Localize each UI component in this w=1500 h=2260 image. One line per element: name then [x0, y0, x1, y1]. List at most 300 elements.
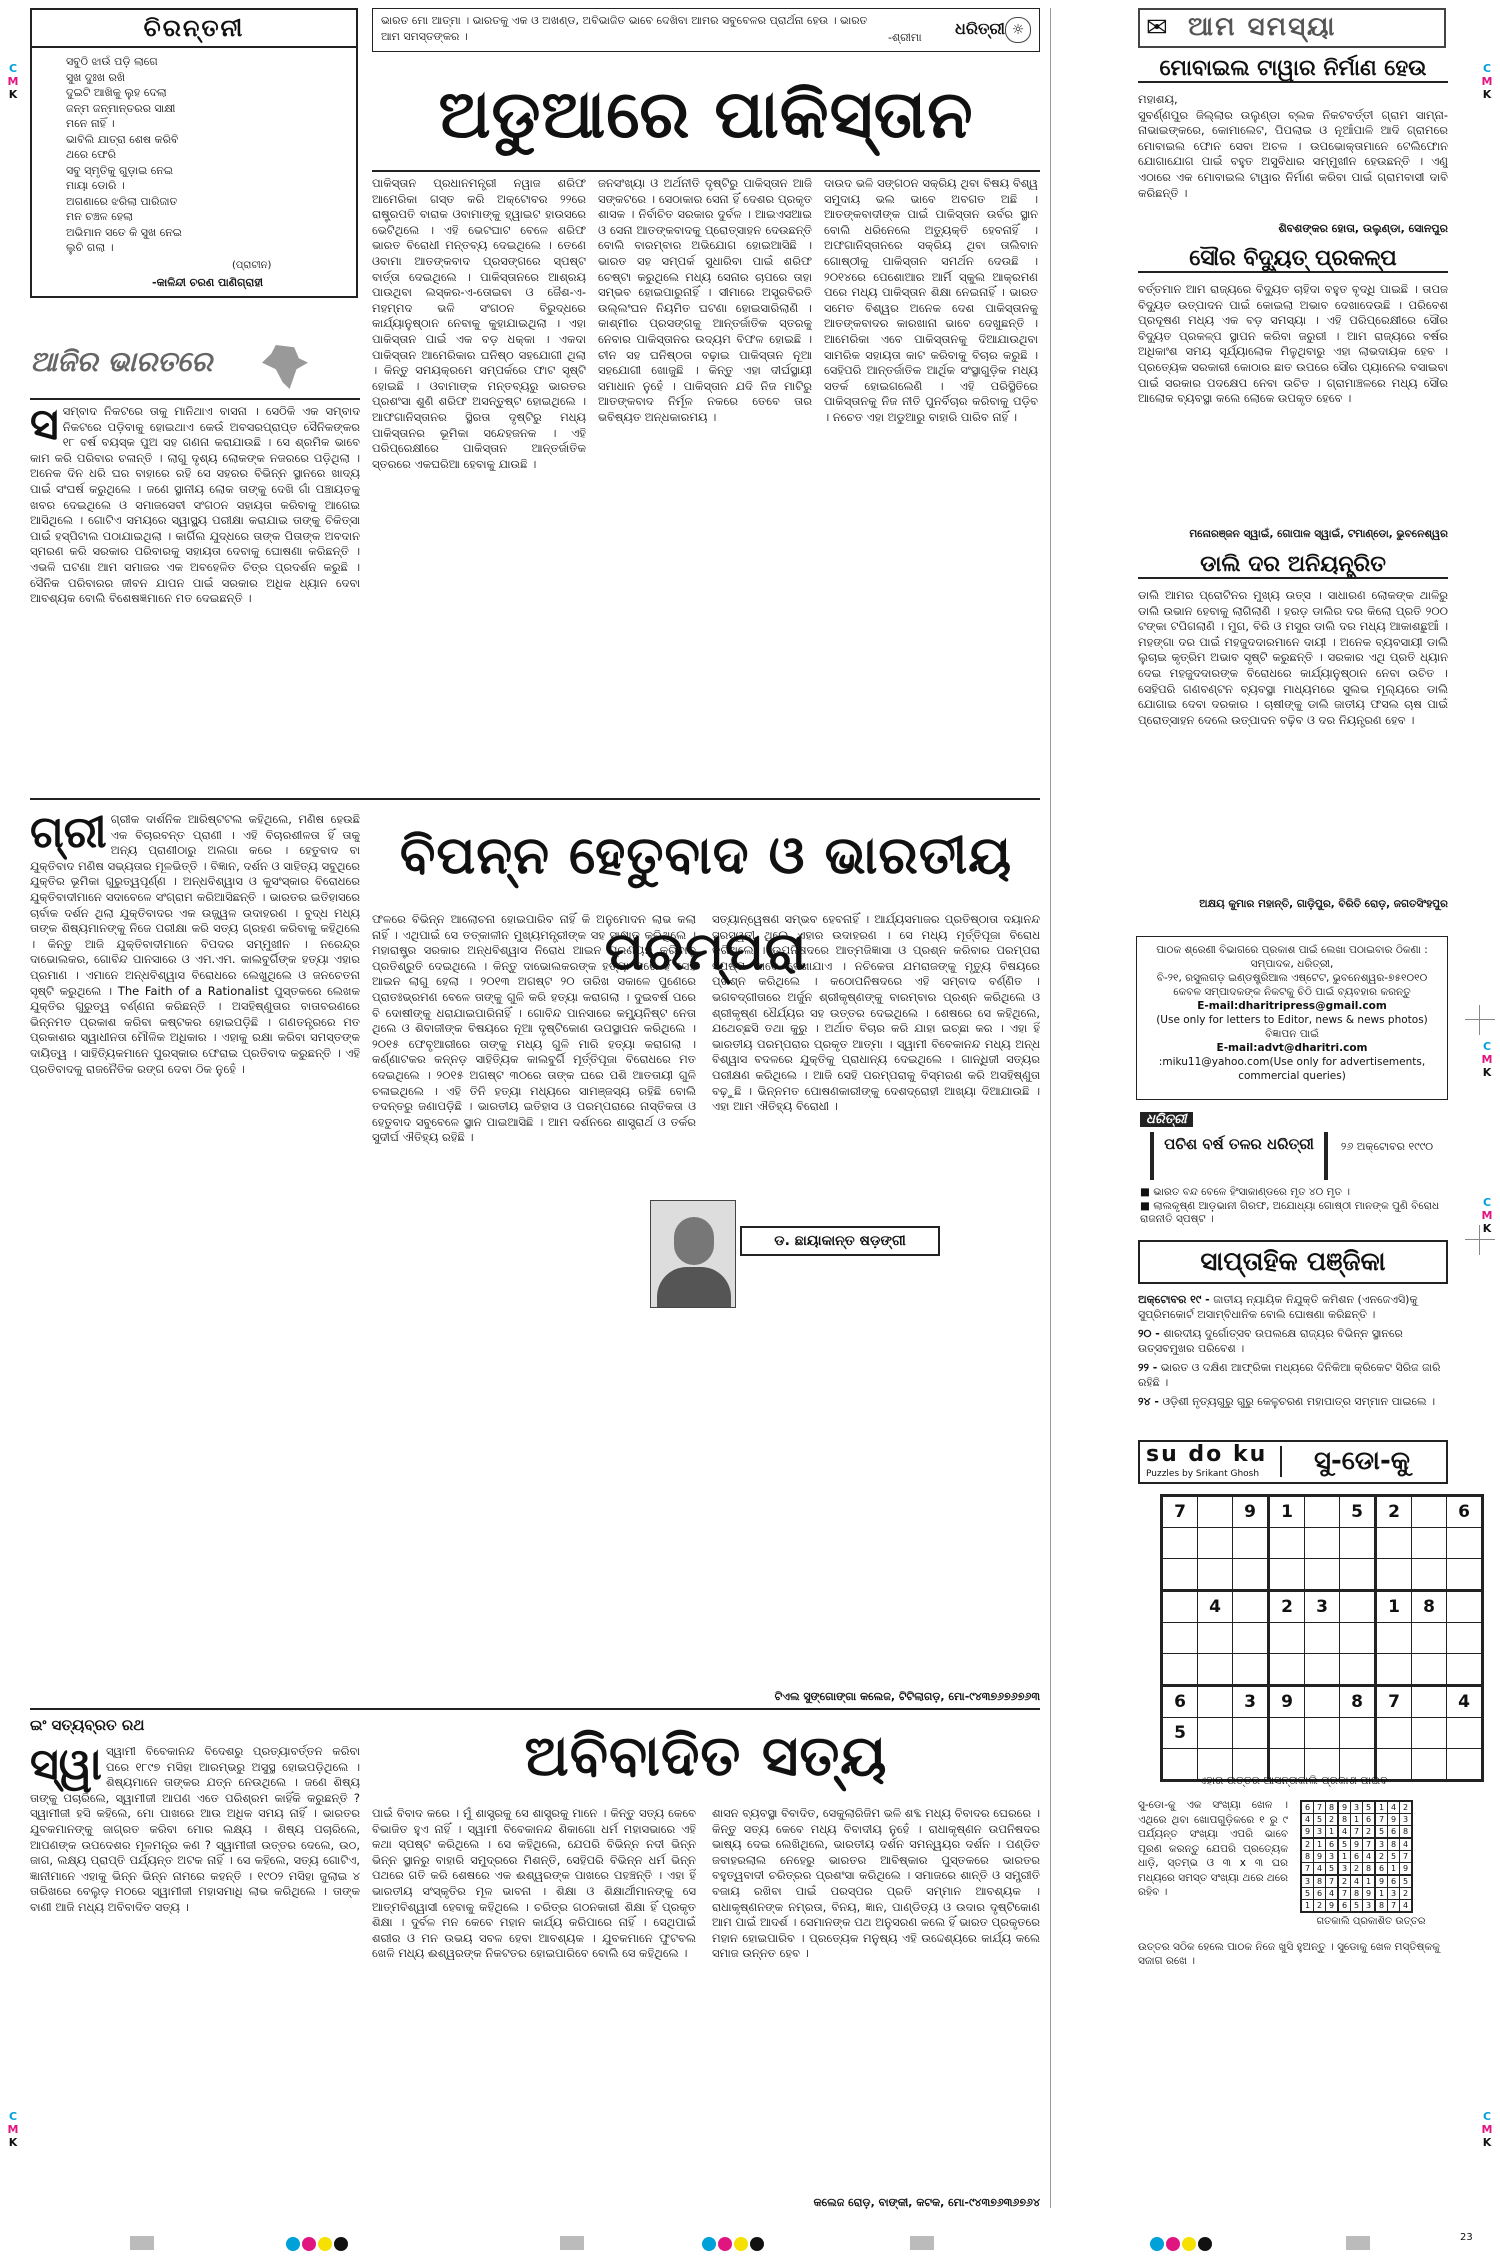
feature-author-photo [650, 1200, 736, 1308]
feature-headline: ବିପନ୍ନ ହେତୁବାଦ ଓ ଭାରତୀୟ ପରମ୍ପରା [399, 826, 1013, 982]
registration-cmk-top-left: C M K [7, 62, 19, 101]
yellow-swatch [318, 2237, 332, 2251]
sudoku-prev-caption: ଗତକାଲି ପ୍ରକାଶିତ ଉତ୍ତର [1316, 1916, 1426, 1927]
sudoku-cell[interactable]: 8 [1340, 1686, 1376, 1718]
sudoku-cell[interactable]: 1 [1351, 1814, 1363, 1826]
samasya-item3-text: ଡାଲି ଆମର ପ୍ରୋଟିନର ମୁଖ୍ୟ ଉତ୍ସ । ସାଧାରଣ ଲୋକଙ୍କ ଥାଳିରୁ ଡାଲି ଉଭାନ ହେବାକୁ ଲାଗିଲାଣି । ହରଡ଼ ଡାଲିର ଦର କିଲୋ ପ୍ରତି ୨୦୦ ଟଙ୍କା ଟପିଗଲାଣି । ମୁଗ, ବିରି ଓ ମସୁର ଡାଲି ଦର ମଧ୍ୟ ଆକାଶଛୁଆଁ । ମହଙ୍ଗା ଦର ପାଇଁ ମହଜୁଦଦାରମାନେ ଦାୟୀ । ଅନେକ ବ୍ୟବସାୟୀ ଡାଲି ଲୁଚାଇ କୃତ୍ରିମ ଅଭାବ ସୃଷ୍ଟି କରୁଛନ୍ତି । ସରକାର ଏଥି ପ୍ରତି ଧ୍ୟାନ ଦେଇ ମହଜୁଦଦାରଙ୍କ ବିରୋଧରେ କାର୍ଯ୍ୟାନୁଷ୍ଠାନ ନେବା ଉଚିତ । ସେହିପରି ଗଣବଣ୍ଟନ ବ୍ୟବସ୍ଥା ମାଧ୍ୟମରେ ସୁଲଭ ମୂଲ୍ୟରେ ଡାଲି ଯୋଗାଇ ଦେବା ଦରକାର । ଚାଷୀଙ୍କୁ ଡାଲି ଜାତୀୟ ଫସଲ ଚାଷ ପାଇଁ ପ୍ରୋତ୍ସାହନ ଦେଲେ ଉତ୍ପାଦନ ବଢ଼ିବ ଓ ଦର ନିୟନ୍ତ୍ରଣ ହେବ । [1138, 588, 1448, 727]
sudoku-cell[interactable]: 6 [1363, 1814, 1376, 1826]
sudoku-prev-board [1300, 1800, 1413, 1913]
feature-col-2: ଫଳରେ ବିଭିନ୍ନ ଆଲୋଚନା ହୋଇପାରିବ ନାହିଁ କି ଅନୁମୋଦନ ଲାଭ କଲା ନାହିଁ । ଏଥିପାଇଁ ସେ ତତ୍କାଳୀନ ମୁଖ୍ୟମନ୍ତ୍ରୀଙ୍କ ସହ ସାକ୍ଷାତ କରିଥିଲେ । ମହାରାଷ୍ଟ୍ର ସରକାର ଅନ୍ଧବିଶ୍ୱାସ ନିରୋଧ ଆଇନ ପ୍ରଣୟନ କରିବାକୁ ପ୍ରତିଶ୍ରୁତି ଦେଇଥିଲେ । କିନ୍ତୁ ଦାଭୋଲକରଙ୍କ ହତ୍ୟା ପରେ ହିଁ ସେହି ଆଇନ ଲାଗୁ ହେଲା । ୨୦୧୩ ଅଗଷ୍ଟ ୨୦ ତାରିଖ ସକାଳେ ପୁଣେରେ ପ୍ରାତଃଭ୍ରମଣ ବେଳେ ତାଙ୍କୁ ଗୁଳି କରି ହତ୍ୟା କରାଗଲା । ଦୁଇବର୍ଷ ପରେ ବି ଦୋଷୀଙ୍କୁ ଧରାଯାଇପାରିନାହିଁ । ଗୋବିନ୍ଦ ପାନସାରେ କମ୍ୟୁନିଷ୍ଟ ନେତା ଥିଲେ ଓ ଶିବାଜୀଙ୍କ ବିଷୟରେ ନୂଆ ଦୃଷ୍ଟିକୋଣ ଉପସ୍ଥାପନ କରିଥିଲେ । ୨୦୧୫ ଫେବୃଆରୀରେ ତାଙ୍କୁ ମଧ୍ୟ ଗୁଳି ମାରି ହତ୍ୟା କରାଗଲା । କର୍ଣ୍ଣାଟକର କନ୍ନଡ଼ ସାହିତ୍ୟିକ କାଲବୁର୍ଗି ମୂର୍ତ୍ତିପୂଜା ବିରୋଧରେ ମତ ଦେଇଥିଲେ । ୨୦୧୫ ଅଗଷ୍ଟ ୩୦ରେ ତାଙ୍କ ଘରେ ପଶି ଆତତାୟୀ ଗୁଳି ଚଳାଇଥିଲେ । ଏହି ତିନି ହତ୍ୟା ମଧ୍ୟରେ ସାମଞ୍ଜସ୍ୟ ରହିଛି ବୋଲି ତଦନ୍ତରୁ ଜଣାପଡ଼ିଛି । ଭାରତୀୟ ଇତିହାସ ଓ ପରମ୍ପରାରେ ନାସ୍ତିକତା ଓ ହେତୁବାଦ ସବୁବେଳେ ସ୍ଥାନ ପାଇଆସିଛି । ଆମ ଦର୍ଶନରେ ଶାସ୍ତ୍ରାର୍ଥ ଓ ତର୍କର ସୁଦୀର୍ଘ ଐତିହ୍ୟ ରହିଛି । [372, 912, 696, 1145]
sudoku-rules: ସୁ-ଡୋ-କୁ ଏକ ସଂଖ୍ୟା ଖେଳ । ଏଥିରେ ଥିବା ଖୋପଗୁଡ଼ିକରେ ୧ ରୁ ୯ ପର୍ଯ୍ୟନ୍ତ ସଂଖ୍ୟା ଏପରି ଭାବେ ପୂରଣ କରନ୍ତୁ ଯେପରି ପ୍ରତ୍ୟେକ ଧାଡ଼ି, ସ୍ତମ୍ଭ ଓ ୩ x ୩ ଘର ମଧ୍ୟରେ ସମସ୍ତ ସଂଖ୍ୟା ଥରେ ଥରେ ରହିବ । [1138, 1799, 1288, 1898]
poem-title: ଚିରନ୍ତନୀ [143, 14, 245, 42]
weekly-entry-date: ଅକ୍ଟୋବର ୧୯ - [1138, 1293, 1210, 1306]
sudoku-cell[interactable] [1412, 1559, 1447, 1591]
sudoku-cell[interactable]: 9 [1351, 1838, 1363, 1851]
samasya-item2-title: ସୌର ବିଦ୍ୟୁତ୍ ପ୍ରକଳ୍ପ [1138, 246, 1448, 273]
sudoku-cell[interactable]: 4 [1351, 1875, 1363, 1888]
sudoku-row [1301, 1826, 1412, 1839]
bullet-icon: ■ [1140, 1200, 1154, 1212]
sudoku-cell[interactable]: 5 [1351, 1900, 1363, 1913]
sudoku-cell[interactable] [1198, 1654, 1233, 1686]
sudoku-cell[interactable]: 8 [1326, 1801, 1339, 1814]
contact-advt-label: ବିଜ୍ଞାପନ ପାଇଁ [1265, 1028, 1319, 1040]
sudoku-cell[interactable] [1233, 1528, 1269, 1559]
poem-author: -କାଳିନ୍ଦୀ ଚରଣ ପାଣିଗ୍ରାହୀ [152, 276, 264, 289]
sudoku-cell[interactable] [1305, 1654, 1340, 1686]
crosshair-mark [1465, 1005, 1495, 1035]
sudoku-cell[interactable]: 4 [1314, 1863, 1326, 1876]
sudoku-cell[interactable]: 8 [1363, 1863, 1376, 1876]
weekly-entry [1138, 1394, 1448, 1409]
sudoku-row [1301, 1875, 1412, 1888]
color-bar [130, 2236, 154, 2250]
sudoku-cell[interactable]: 6 [1375, 1863, 1388, 1876]
sun-emblem-icon: ☼ [1005, 17, 1031, 43]
sudoku-cell[interactable]: 5 [1162, 1718, 1198, 1749]
lead-col-2: ଜନସଂଖ୍ୟା ଓ ଅର୍ଥନୀତି ଦୃଷ୍ଟିରୁ ପାକିସ୍ତାନ ଆଜି ସଙ୍କଟରେ । ସେଠାକାର ସେନା ହିଁ ଦେଶର ପ୍ରକୃତ ଶାସକ । ନିର୍ବାଚିତ ସରକାର ଦୁର୍ବଳ । ଆଇଏସଆଇ ଓ ସେନା ଆତଙ୍କବାଦକୁ ପ୍ରୋତ୍ସାହନ ଦେଉଛନ୍ତି ବୋଲି ବାରମ୍ବାର ଅଭିଯୋଗ ହୋଇଆସିଛି । ଭାରତ ସହ ସମ୍ପର୍କ ସୁଧାରିବା ପାଇଁ ଶରିଫ ଚେଷ୍ଟା କରୁଥିଲେ ମଧ୍ୟ ସେନାର ଚାପରେ ତାହା ସମ୍ଭବ ହୋଇପାରୁନାହିଁ । ସୀମାରେ ଅସ୍ତ୍ରବିରତି ଉଲ୍ଲଂଘନ ନିୟମିତ ଘଟଣା ହୋଇସାରିଲାଣି । କାଶ୍ମୀର ପ୍ରସଙ୍ଗକୁ ଆନ୍ତର୍ଜାତିକ ସ୍ତରକୁ ନେବାର ପାକିସ୍ତାନର ଉଦ୍ୟମ ବିଫଳ ହୋଇଛି । ଚୀନ ସହ ଘନିଷ୍ଠତା ବଢ଼ାଇ ପାକିସ୍ତାନ ନୂଆ ସହଯୋଗୀ ଖୋଜୁଛି । କିନ୍ତୁ ଏହା ଦୀର୍ଘସ୍ଥାୟୀ ସମାଧାନ ନୁହେଁ । ପାକିସ୍ତାନ ଯଦି ନିଜ ମାଟିରୁ ଆତଙ୍କବାଦ ନିର୍ମୂଳ ନକରେ ତେବେ ତାର ଭବିଷ୍ୟତ ଅନ୍ଧକାରମୟ । [598, 176, 812, 424]
sudoku-row [1162, 1623, 1483, 1654]
sudoku-cell[interactable]: 4 [1447, 1686, 1483, 1718]
truth-author-address: କଲେଜ ରୋଡ଼, ବାଙ୍କୀ, କଟକ, ମୋ-୯୪୩୭୬୩୬୭୬୪ [813, 2196, 1040, 2209]
sudoku-cell[interactable]: 1 [1376, 1591, 1412, 1623]
ajira-dropcap: ସ [30, 404, 59, 450]
lead-col-1: ପାକିସ୍ତାନ ପ୍ରଧାନମନ୍ତ୍ରୀ ନୱାଜ ଶରିଫ ଆମେରିକା ଗସ୍ତ କରି ଅକ୍ଟୋବର ୨୨ରେ ରାଷ୍ଟ୍ରପତି ବାରାକ ଓବାମାଙ୍କୁ ହ୍ୱାଇଟ ହାଉସରେ ଭେଟିଥିଲେ । ଏହି ଭେଟଘାଟ ବେଳେ ଶରିଫ ଭାରତ ବିରୋଧୀ ମନ୍ତବ୍ୟ ଦେଇଥିଲେ । ତେଣେ ଓବାମା ଆତଙ୍କବାଦ ପ୍ରସଙ୍ଗରେ ସ୍ପଷ୍ଟ ବାର୍ତ୍ତା ଦେଇଥିଲେ । ପାକିସ୍ତାନରେ ଆଶ୍ରୟ ପାଉଥିବା ଲସ୍କର-ଏ-ତୋଇବା ଓ ଜୈଶ-ଏ-ମହମ୍ମଦ ଭଳି ସଂଗଠନ ବିରୁଦ୍ଧରେ କାର୍ଯ୍ୟାନୁଷ୍ଠାନ ନେବାକୁ କୁହାଯାଇଥିଲା । ଏହା ପାକିସ୍ତାନ ପାଇଁ ଏକ ବଡ଼ ଧକ୍କା । ଏକଦା ପାକିସ୍ତାନ ଆମେରିକାର ଘନିଷ୍ଠ ସହଯୋଗୀ ଥିଲା । କିନ୍ତୁ ସମୟକ୍ରମେ ସମ୍ପର୍କରେ ଫାଟ ସୃଷ୍ଟି ହୋଇଛି । ଓବାମାଙ୍କ ମନ୍ତବ୍ୟରୁ ଭାରତର ପ୍ରଶଂସା ଶୁଣି ଶରିଫ ଅସନ୍ତୁଷ୍ଟ ହୋଇଥିଲେ । ଆଫଗାନିସ୍ତାନର ସ୍ଥିରତା ଦୃଷ୍ଟିରୁ ମଧ୍ୟ ପାକିସ୍ତାନର ଭୂମିକା ସନ୍ଦେହଜନକ । ଏହି ପରିପ୍ରେକ୍ଷୀରେ ପାକିସ୍ତାନ ଆନ୍ତର୍ଜାତିକ ସ୍ତରରେ ଏକଘରିଆ ହେବାକୁ ଯାଉଛି । [372, 176, 586, 471]
magenta-swatch [718, 2237, 732, 2251]
ajira-bharat-title: ଆଜିର ଭାରତରେ [30, 345, 213, 378]
ajira-bharat-divider [30, 398, 360, 400]
weekly-entry-text: ଭାରତ ଓ ଦକ୍ଷିଣ ଆଫ୍ରିକା ମଧ୍ୟରେ ଦିନିକିଆ କ୍ରିକେଟ ସିରିଜ ଜାରି ରହିଛି । [1138, 1361, 1441, 1389]
sudoku-cell[interactable]: 4 [1198, 1591, 1233, 1623]
sudoku-cell[interactable]: 6 [1338, 1900, 1351, 1913]
sudoku-row [1162, 1559, 1483, 1591]
registration-cmk-top-right: C M K [1481, 62, 1493, 101]
feature-col-1 [30, 812, 360, 1700]
sudoku-cell[interactable] [1269, 1559, 1305, 1591]
sudoku-cell[interactable]: 1 [1326, 1826, 1339, 1839]
sudoku-cell[interactable]: 9 [1363, 1888, 1376, 1900]
sudoku-cell[interactable] [1376, 1654, 1412, 1686]
sudoku-cell[interactable]: 6 [1326, 1838, 1339, 1851]
sudoku-cell[interactable] [1198, 1718, 1233, 1749]
weekly-entry-text: ଜାତୀୟ ନ୍ୟାୟିକ ନିଯୁକ୍ତି କମିଶନ (ଏନଜେଏସି)କୁ ସୁପ୍ରିମକୋର୍ଟ ଅସାମ୍ବିଧାନିକ ବୋଲି ଘୋଷଣା କରିଛନ୍ତି । [1138, 1293, 1418, 1321]
weekly-entries [1138, 1292, 1448, 1413]
crosshair-mark [1465, 1225, 1495, 1255]
sudoku-cell[interactable] [1233, 1591, 1269, 1623]
twentyfive-item2-text: ଲାଲକୃଷ୍ଣ ଆଡ଼ଭାନୀ ଗିରଫ, ଅଯୋଧ୍ୟା ଗୋଷ୍ଠୀ ମାନଙ୍କ ପୁଣି ବିରୋଧ ରାଜନୀତି ସ୍ପଷ୍ଟ । [1140, 1200, 1440, 1225]
sudoku-row [1162, 1496, 1483, 1528]
sudoku-cell[interactable] [1376, 1559, 1412, 1591]
sudoku-cell[interactable]: 1 [1375, 1888, 1388, 1900]
sudoku-cell[interactable] [1305, 1686, 1340, 1718]
sudoku-cell[interactable]: 9 [1301, 1826, 1314, 1839]
sudoku-cell[interactable] [1376, 1623, 1412, 1654]
color-swatches [286, 2236, 350, 2250]
sudoku-cell[interactable] [1198, 1496, 1233, 1528]
sudoku-cell[interactable]: 1 [1338, 1851, 1351, 1863]
twentyfive-title: ପଚିଶ ବର୍ଷ ତଳର ଧରିତ୍ରୀ [1150, 1132, 1328, 1180]
yellow-swatch [1182, 2237, 1196, 2251]
sudoku-cell[interactable] [1412, 1654, 1447, 1686]
weekly-title-box [1138, 1240, 1448, 1284]
masthead-quote: ଭାରତ ମୋ ଆତ୍ମା । ଭାରତକୁ ଏକ ଓ ଅଖଣ୍ଡ, ଅବିଭାଜିତ ଭାବେ ଦେଖିବା ଆମର ସବୁବେଳର ପ୍ରାର୍ଥନା ହେଉ । ଭାରତ ଆମ ସମସ୍ତଙ୍କର । [381, 14, 868, 43]
sudoku-cell[interactable]: 9 [1269, 1686, 1305, 1718]
registration-cmk-bottom-right: C M K [1481, 2110, 1493, 2149]
sudoku-cell[interactable] [1305, 1528, 1340, 1559]
sudoku-cell[interactable]: 3 [1305, 1591, 1340, 1623]
cyan-swatch [702, 2237, 716, 2251]
sudoku-cell[interactable] [1269, 1718, 1305, 1749]
sudoku-cell[interactable]: 4 [1400, 1838, 1413, 1851]
contact-email-advt[interactable]: E-mail:advt@dharitri.com [1216, 1042, 1368, 1054]
black-swatch [1198, 2237, 1212, 2251]
sudoku-row [1301, 1900, 1412, 1913]
lead-top-rule [372, 170, 1040, 172]
sudoku-cell[interactable]: 7 [1375, 1814, 1388, 1826]
sudoku-cell[interactable]: 3 [1301, 1875, 1314, 1888]
sudoku-row [1162, 1591, 1483, 1623]
sudoku-cell[interactable]: 2 [1269, 1591, 1305, 1623]
sudoku-cell[interactable]: 5 [1301, 1888, 1314, 1900]
sudoku-cell[interactable]: 7 [1376, 1686, 1412, 1718]
sudoku-cell[interactable]: 4 [1301, 1814, 1314, 1826]
sudoku-cell[interactable]: 9 [1375, 1875, 1388, 1888]
sudoku-row [1162, 1654, 1483, 1686]
cyan-swatch [1150, 2237, 1164, 2251]
sudoku-cell[interactable] [1447, 1559, 1483, 1591]
poem-box [30, 8, 358, 298]
sudoku-cell[interactable]: 3 [1314, 1826, 1326, 1839]
truth-author-tag: ଇଂ ସତ୍ୟବ୍ରତ ରଥ [30, 1716, 145, 1734]
sudoku-cell[interactable]: 4 [1326, 1888, 1339, 1900]
sudoku-cell[interactable]: 6 [1447, 1496, 1483, 1528]
sudoku-cell[interactable] [1233, 1718, 1269, 1749]
masthead-quote-author: -ଶ୍ରୀମା [888, 31, 922, 44]
truth-col-1-text: ସ୍ୱାମୀ ବିବେକାନନ୍ଦ ବିଦେଶରୁ ପ୍ରତ୍ୟାବର୍ତ୍ତନ କରିବା ପରେ ୧୮୯୭ ମସିହା ଆରମ୍ଭରୁ ଅସୁସ୍ଥ ହୋଇପଡ଼ିଥିଲେ । ଶିଷ୍ୟମାନେ ତାଙ୍କର ଯତ୍ନ ନେଉଥିଲେ । ଜଣେ ଶିଷ୍ୟ ତାଙ୍କୁ ପଚାରିଲେ, ସ୍ୱାମୀଜୀ ଆପଣ ଏତେ ପରିଶ୍ରମ କାହିଁକି କରୁଛନ୍ତି ? ସ୍ୱାମୀଜୀ ହସି କହିଲେ, ମୋ ପାଖରେ ଆଉ ଅଧିକ ସମୟ ନାହିଁ । ଭାରତର ଯୁବକମାନଙ୍କୁ ଜାଗ୍ରତ କରିବା ମୋର ଲକ୍ଷ୍ୟ । ଶିଷ୍ୟ ପଚାରିଲେ, ଆପଣଙ୍କ ଉପଦେଶର ମୂଳମନ୍ତ୍ର କଣ ? ସ୍ୱାମୀଜୀ ଉତ୍ତର ଦେଲେ, ଉଠ, ଜାଗ, ଲକ୍ଷ୍ୟ ପ୍ରାପ୍ତି ପର୍ଯ୍ୟନ୍ତ ଅଟକ ନାହିଁ । ସେ କହିଲେ, ସତ୍ୟ ଗୋଟିଏ, ଜ୍ଞାନୀମାନେ ଏହାକୁ ଭିନ୍ନ ଭିନ୍ନ ନାମରେ କହନ୍ତି । ୧୯୦୨ ମସିହା ଜୁଲାଇ ୪ ତାରିଖରେ ବେଲୁଡ଼ ମଠରେ ସ୍ୱାମୀଜୀ ମହାସମାଧି ଲାଭ କରିଥିଲେ । ତାଙ୍କ ବାଣୀ ଆଜି ମଧ୍ୟ ଅବିବାଦିତ ସତ୍ୟ । [30, 1744, 360, 1914]
sudoku-cell[interactable]: 2 [1375, 1851, 1388, 1863]
sudoku-grid [1160, 1494, 1484, 1782]
sudoku-cell[interactable] [1340, 1528, 1376, 1559]
sudoku-cell[interactable] [1412, 1528, 1447, 1559]
sudoku-cell[interactable] [1340, 1591, 1376, 1623]
feature-author-name: ଡ. ଛାୟାକାନ୍ତ ଷଡ଼ଙ୍ଗୀ [774, 1233, 906, 1249]
bullet-icon: ■ [1140, 1186, 1154, 1198]
twentyfive-item2 [1140, 1200, 1446, 1226]
poem-title-bar [32, 10, 356, 48]
weekly-entry [1138, 1326, 1448, 1356]
sudoku-cell[interactable]: 3 [1326, 1851, 1339, 1863]
sudoku-cell[interactable]: 3 [1375, 1838, 1388, 1851]
sudoku-cell[interactable] [1376, 1528, 1412, 1559]
yellow-swatch [734, 2237, 748, 2251]
contact-email-press[interactable]: E-mail:dharitripress@gmail.com [1197, 1000, 1387, 1012]
sudoku-cell[interactable] [1162, 1654, 1198, 1686]
sudoku-cell[interactable] [1305, 1718, 1340, 1749]
sudoku-cell[interactable]: 6 [1388, 1826, 1400, 1839]
sudoku-cell[interactable]: 8 [1301, 1851, 1314, 1863]
samasya-item1-title: ମୋବାଇଲ ଟାୱାର ନିର୍ମାଣ ହେଉ [1138, 56, 1448, 83]
sudoku-cell[interactable]: 5 [1375, 1826, 1388, 1839]
masthead-brand: ଧରିତ୍ରୀ [955, 19, 1005, 38]
sudoku-cell[interactable] [1340, 1559, 1376, 1591]
feature-col-3: ସତ୍ୟାନ୍ୱେଷଣ ସମ୍ଭବ ହେବନାହିଁ । ଆର୍ଯ୍ୟସମାଜର ପ୍ରତିଷ୍ଠାତା ଦୟାନନ୍ଦ ସରସ୍ୱତୀ ଥିଲେ ଏହାର ଉଦାହରଣ । ସେ ମଧ୍ୟ ମୂର୍ତ୍ତିପୂଜା ବିରୋଧ କରିଥିଲେ । ଉପନିଷଦରେ ଆତ୍ମଜିଜ୍ଞାସା ଓ ପ୍ରଶ୍ନ କରିବାର ପରମ୍ପରା ସ୍ପଷ୍ଟ ଭାବେ ଦେଖାଯାଏ । ନଚିକେତା ଯମରାଜଙ୍କୁ ମୃତ୍ୟୁ ବିଷୟରେ ପ୍ରଶ୍ନ କରିଥିଲେ । କଠୋପନିଷଦରେ ଏହି ସମ୍ବାଦ ବର୍ଣ୍ଣିତ । ଭଗବଦ୍‌ଗୀତାରେ ଅର୍ଜୁନ ଶ୍ରୀକୃଷ୍ଣଙ୍କୁ ବାରମ୍ବାର ପ୍ରଶ୍ନ କରିଥିଲେ ଓ ଶ୍ରୀକୃଷ୍ଣ ଧୈର୍ଯ୍ୟର ସହ ଉତ୍ତର ଦେଇଥିଲେ । ଶେଷରେ ସେ କହିଥିଲେ, ଯଥେଚ୍ଛସି ତଥା କୁରୁ । ଅର୍ଥାତ ବିଚାର କରି ଯାହା ଇଚ୍ଛା କର । ଏହା ହିଁ ଭାରତୀୟ ପରମ୍ପରାର ପ୍ରକୃତ ଆତ୍ମା । ସ୍ୱାମୀ ବିବେକାନନ୍ଦ ମଧ୍ୟ ଅନ୍ଧ ବିଶ୍ୱାସ ବଦଳରେ ଯୁକ୍ତିକୁ ପ୍ରାଧାନ୍ୟ ଦେଇଥିଲେ । ଗାନ୍ଧିଜୀ ସତ୍ୟର ପରୀକ୍ଷଣ କରିଥିଲେ । ଆଜି ସେହି ପରମ୍ପରାକୁ ବିସ୍ମରଣ କରି ଅସହିଷ୍ଣୁତା ବଢ଼ୁଛି । ଭିନ୍ନମତ ପୋଷଣକାରୀଙ୍କୁ ଦେଶଦ୍ରୋହୀ ଆଖ୍ୟା ଦିଆଯାଉଛି । ଏହା ଆମ ଐତିହ୍ୟ ବିରୋଧୀ । [712, 912, 1040, 1114]
sudoku-byline: Puzzles by Srikant Ghosh [1146, 1469, 1260, 1479]
registration-cmk-mid-right: C M K [1481, 1040, 1493, 1079]
truth-col-2: ପାଇଁ ବିବାଦ କରେ । ମୁଁ ଶାସ୍ତ୍ରକୁ ସେ ଶାସ୍ତ୍ରକୁ ମାନେ । କିନ୍ତୁ ସତ୍ୟ କେବେ ବିଭାଜିତ ହୁଏ ନାହିଁ । ସ୍ୱାମୀ ବିବେକାନନ୍ଦ ଶିକାଗୋ ଧର୍ମ ମହାସଭାରେ ଏହି କଥା ସ୍ପଷ୍ଟ କରିଥିଲେ । ସେ କହିଥିଲେ, ଯେପରି ବିଭିନ୍ନ ନଦୀ ଭିନ୍ନ ଭିନ୍ନ ସ୍ଥାନରୁ ବାହାରି ସମୁଦ୍ରରେ ମିଶନ୍ତି, ସେହିପରି ବିଭିନ୍ନ ଧର୍ମ ଭିନ୍ନ ପଥରେ ଗତି କରି ଶେଷରେ ଏକ ଈଶ୍ୱରଙ୍କ ପାଖରେ ପହଞ୍ଚନ୍ତି । ଏହା ହିଁ ଭାରତୀୟ ସଂସ୍କୃତିର ମୂଳ ଭାବନା । ଶିକ୍ଷା ଓ ଶିକ୍ଷାର୍ଥୀମାନଙ୍କୁ ସେ ଆତ୍ମବିଶ୍ୱାସୀ ହେବାକୁ କହିଥିଲେ । ଚରିତ୍ର ଗଠନକାରୀ ଶିକ୍ଷା ହିଁ ପ୍ରକୃତ ଶିକ୍ଷା । ଦୁର୍ବଳ ମନ କେବେ ମହାନ କାର୍ଯ୍ୟ କରିପାରେ ନାହିଁ । ସେଥିପାଇଁ ଶରୀର ଓ ମନ ଉଭୟ ସବଳ ହେବା ଆବଶ୍ୟକ । ଯୁବକମାନେ ଫୁଟବଲ ଖେଳି ମଧ୍ୟ ଈଶ୍ୱରଙ୍କ ନିକଟତର ହୋଇପାରିବେ ବୋଲି ସେ କହିଥିଲେ । [372, 1806, 696, 1961]
sudoku-cell[interactable]: 7 [1363, 1838, 1376, 1851]
contact-email-yahoo[interactable]: :miku11@yahoo.com(Use only for advertisements, commercial queries) [1158, 1056, 1426, 1082]
sudoku-cell[interactable] [1269, 1623, 1305, 1654]
sudoku-cell[interactable]: 1 [1301, 1900, 1314, 1913]
sudoku-row [1162, 1718, 1483, 1749]
twentyfive-years-box [1136, 1112, 1448, 1225]
aama-samasya-title: ଆମ ସମସ୍ୟା [1188, 12, 1337, 42]
feature-author-byline [740, 1226, 940, 1256]
sudoku-cell[interactable]: 8 [1388, 1838, 1400, 1851]
sudoku-row [1162, 1528, 1483, 1559]
sudoku-cell[interactable] [1412, 1718, 1447, 1749]
sudoku-footer: ଉତ୍ତର ସଠିକ ହେଲେ ପାଠକ ନିଜେ ଖୁସି ହୁଅନ୍ତୁ । ସୁଡୋକୁ ଖେଳ ମସ୍ତିଷ୍କକୁ ସଜାଗ ରଖେ । [1138, 1941, 1440, 1967]
contact-email-press-note: (Use only for letters to Editor, news & news photos) [1156, 1014, 1428, 1026]
truth-col-3: ଶାସନ ବ୍ୟବସ୍ଥା ବିବାଦିତ, ସେକୁଲାରିଜିମ ଭଳି ଶବ୍ଦ ମଧ୍ୟ ବିବାଦର ଘେରରେ । କିନ୍ତୁ ସତ୍ୟ କେବେ ମଧ୍ୟ ବିବାଦୀୟ ନୁହେଁ । ରାଧାକୃଷ୍ଣନ ଉପନିଷଦର ଭାଷ୍ୟ ଦେଇ ଲେଖିଥିଲେ, ଭାରତୀୟ ଦର୍ଶନ ସମନ୍ୱୟର ଦର୍ଶନ । ପଣ୍ଡିତ ଜବାହରଲାଲ ନେହେରୁ ଭାରତର ଆବିଷ୍କାର ପୁସ୍ତକରେ ଭାରତର ବହୁତ୍ୱବାଦୀ ଚରିତ୍ରର ପ୍ରଶଂସା କରିଥିଲେ । ସମାଜରେ ଶାନ୍ତି ଓ ସମ୍ପ୍ରୀତି ବଜାୟ ରଖିବା ପାଇଁ ପରସ୍ପର ପ୍ରତି ସମ୍ମାନ ଆବଶ୍ୟକ । ରାଧାକୃଷ୍ଣନଙ୍କ ନମ୍ରତା, ବିନୟ, ଜ୍ଞାନ, ପାଣ୍ଡିତ୍ୟ ଓ ଉଦାର ଦୃଷ୍ଟିକୋଣ ଆମ ପାଇଁ ଆଦର୍ଶ । ସେମାନଙ୍କ ପଥ ଅନୁସରଣ କଲେ ହିଁ ଭାରତ ପ୍ରକୃତରେ ମହାନ ହୋଇପାରିବ । ପ୍ରତ୍ୟେକ ମନୁଷ୍ୟ ଏହି ଉଦ୍ଦେଶ୍ୟରେ କାର୍ଯ୍ୟ କଲେ ସମାଜ ଉନ୍ନତ ହେବ । [712, 1806, 1040, 1961]
sudoku-cell[interactable]: 2 [1301, 1838, 1314, 1851]
sudoku-cell[interactable] [1412, 1686, 1447, 1718]
twentyfive-item1 [1140, 1186, 1446, 1199]
samasya-item2-author: ମନୋରଞ୍ଜନ ସ୍ୱାଇଁ, ଗୋପାଳ ସ୍ୱାଇଁ, ଟମାଣ୍ଡୋ, ଭୁବନେଶ୍ୱର [1189, 528, 1448, 540]
sudoku-cell[interactable]: 3 [1388, 1888, 1400, 1900]
sudoku-cell[interactable] [1198, 1528, 1233, 1559]
sudoku-cell[interactable] [1340, 1654, 1376, 1686]
registration-cmk-bottom-left: C M K [7, 2110, 19, 2149]
poem-lines: ସବୁଠି ଝାଉଁ ପଡ଼ି ଲାଗେ ସୁଖ ଦୁଃଖ ରଖି ଦୁଇଟି ଆଖିକୁ ଲୁହ ଦେଲା ଜନ୍ମ ଜନ୍ମାନ୍ତରର ସାକ୍ଷୀ ମନେ ନାହିଁ । ଭାବିଲି ଯାତ୍ରା ଶେଷ କରିବି ଥରେ ଫେରି ସବୁ ସ୍ମୃତିକୁ ଗୁଡ଼ାଇ ନେଇ ମାୟା ଡୋରି । ଅଗଣାରେ ଝରିଲା ପାରିଜାତ ମନ ଚଞ୍ଚଳ ହେଲା ଅଭିମାନ ସତେ କି ସୁଖ ନେଇ ଲୁଚି ଗଲା । [66, 55, 182, 254]
magenta-swatch [1166, 2237, 1180, 2251]
sudoku-row [1301, 1863, 1412, 1876]
weekly-entry-text: ଓଡ଼ିଶୀ ନୃତ୍ୟଗୁରୁ ଗୁରୁ କେଳୁଚରଣ ମହାପାତ୍ର ସମ୍ମାନ ପାଇଲେ । [1162, 1395, 1436, 1408]
sudoku-row [1301, 1888, 1412, 1900]
sudoku-cell[interactable] [1162, 1623, 1198, 1654]
sudoku-cell[interactable] [1447, 1718, 1483, 1749]
weekly-entry-date: ୨୨ - [1138, 1361, 1158, 1374]
sudoku-cell[interactable]: 6 [1351, 1851, 1363, 1863]
feature-col-1-text: ଗ୍ରୀକ ଦାର୍ଶନିକ ଆରିଷ୍ଟଟଲ କହିଥିଲେ, ମଣିଷ ହେଉଛି ଏକ ବିଚାରବନ୍ତ ପ୍ରାଣୀ । ଏହି ବିଚାରଶୀଳତା ହିଁ ତାକୁ ଅନ୍ୟ ପ୍ରାଣୀଠାରୁ ଅଲଗା କରେ । ହେତୁବାଦ ବା ଯୁକ୍ତିବାଦ ମଣିଷ ସଭ୍ୟତାର ମୂଳଭିତ୍ତି । ବିଜ୍ଞାନ, ଦର୍ଶନ ଓ ସାହିତ୍ୟ ସବୁଥିରେ ଯୁକ୍ତିର ଭୂମିକା ଗୁରୁତ୍ୱପୂର୍ଣ୍ଣ । ଅନ୍ଧବିଶ୍ୱାସ ଓ କୁସଂସ୍କାର ବିରୋଧରେ ଯୁକ୍ତିବାଦୀମାନେ ସଦାବେଳେ ସଂଗ୍ରାମ କରିଆସିଛନ୍ତି । ଭାରତର ଇତିହାସରେ ଚାର୍ବାକ ଦର୍ଶନ ଥିଲା ଯୁକ୍ତିବାଦର ଏକ ଉଜ୍ଜ୍ୱଳ ଉଦାହରଣ । ବୁଦ୍ଧ ମଧ୍ୟ ତାଙ୍କ ଶିଷ୍ୟମାନଙ୍କୁ ନିଜେ ପରୀକ୍ଷା କରି ସତ୍ୟ ଗ୍ରହଣ କରିବାକୁ କହିଥିଲେ । କିନ୍ତୁ ଆଜି ଯୁକ୍ତିବାଦୀମାନେ ବିପଦର ସମ୍ମୁଖୀନ । ନରେନ୍ଦ୍ର ଦାଭୋଲକର, ଗୋବିନ୍ଦ ପାନସାରେ ଓ ଏମ.ଏମ. କାଲବୁର୍ଗିଙ୍କ ହତ୍ୟା ଏହାର ପ୍ରମାଣ । ଏମାନେ ଅନ୍ଧବିଶ୍ୱାସ ବିରୋଧରେ ଲେଖୁଥିଲେ ଓ ଜନଚେତନା ସୃଷ୍ଟି କରୁଥିଲେ । The Faith of a Rationalist ପୁସ୍ତକରେ ଲେଖକ ଯୁକ୍ତିର ଗୁରୁତ୍ୱ ବର୍ଣ୍ଣନା କରିଛନ୍ତି । ଅସହିଷ୍ଣୁତାର ବାତାବରଣରେ ଭିନ୍ନମତ ପ୍ରକାଶ କରିବା କଷ୍ଟକର ହୋଇପଡ଼ିଛି । ଗଣତନ୍ତ୍ରରେ ମତ ପ୍ରକାଶର ସ୍ୱାଧୀନତା ମୌଳିକ ଅଧିକାର । ଏହାକୁ ରକ୍ଷା କରିବା ସମସ୍ତଙ୍କ ଦାୟିତ୍ୱ । ସାହିତ୍ୟିକମାନେ ପୁରସ୍କାର ଫେରାଇ ପ୍ରତିବାଦ କରୁଛନ୍ତି । ଏହି ପ୍ରତିବାଦକୁ ରାଜନୈତିକ ରଙ୍ଗ ଦେବା ଠିକ ନୁହେଁ । [30, 812, 360, 1076]
sudoku-cell[interactable] [1162, 1591, 1198, 1623]
sudoku-cell[interactable] [1340, 1718, 1376, 1749]
sudoku-cell[interactable]: 9 [1233, 1496, 1269, 1528]
sudoku-board [1160, 1494, 1484, 1782]
sudoku-cell[interactable] [1233, 1559, 1269, 1591]
sudoku-cell[interactable] [1305, 1496, 1340, 1528]
sudoku-cell[interactable]: 7 [1338, 1888, 1351, 1900]
sudoku-row [1301, 1838, 1412, 1851]
sudoku-caption: ଏହାର ଉତ୍ତର ଆସନ୍ତାକାଲି ପ୍ରକାଶ ପାଇବ [1198, 1774, 1388, 1787]
truth-col-1 [30, 1744, 360, 2196]
sudoku-cell[interactable] [1412, 1496, 1447, 1528]
feature-dropcap: ଗ୍ରୀ [30, 812, 107, 858]
truth-dropcap: ସ୍ୱା [30, 1744, 102, 1790]
sudoku-cell[interactable]: 2 [1351, 1863, 1363, 1876]
weekly-entry-date: ୨୦ - [1138, 1327, 1160, 1340]
sudoku-cell[interactable]: 5 [1400, 1875, 1413, 1888]
samasya-item2-text: ବର୍ତ୍ତମାନ ଆମ ରାଜ୍ୟରେ ବିଦ୍ୟୁତ ଚାହିଦା ବହୁତ ବୃଦ୍ଧି ପାଇଛି । ତାପଜ ବିଦ୍ୟୁତ ଉତ୍ପାଦନ ପାଇଁ କୋଇଲା ଅଭାବ ଦେଖାଦେଉଛି । ପରିବେଶ ପ୍ରଦୂଷଣ ମଧ୍ୟ ଏକ ବଡ଼ ସମସ୍ୟା । ଏହି ପରିପ୍ରେକ୍ଷୀରେ ସୌର ବିଦ୍ୟୁତ ପ୍ରକଳ୍ପ ସ୍ଥାପନ କରିବା ଜରୁରୀ । ଆମ ରାଜ୍ୟରେ ବର୍ଷର ଅଧିକାଂଶ ସମୟ ସୂର୍ଯ୍ୟାଲୋକ ମିଳୁଥିବାରୁ ଏହା ଲାଭଦାୟକ ହେବ । ପ୍ରତ୍ୟେକ ସରକାରୀ କୋଠାର ଛାତ ଉପରେ ସୌର ପ୍ୟାନେଲ ବସାଇବା ପାଇଁ ସରକାର ପଦକ୍ଷେପ ନେବା ଉଚିତ । ଗ୍ରାମାଞ୍ଚଳରେ ମଧ୍ୟ ସୌର ଆଲୋକ ବ୍ୟବସ୍ଥା କଲେ ଲୋକେ ଉପକୃତ ହେବେ । [1138, 282, 1448, 406]
magenta-swatch [302, 2237, 316, 2251]
sudoku-cell[interactable] [1198, 1559, 1233, 1591]
sudoku-cell[interactable]: 5 [1388, 1851, 1400, 1863]
weekly-entry [1138, 1360, 1448, 1390]
sudoku-cell[interactable]: 7 [1162, 1496, 1198, 1528]
sudoku-cell[interactable]: 5 [1363, 1801, 1376, 1814]
sudoku-cell[interactable]: 5 [1340, 1496, 1376, 1528]
sudoku-cell[interactable]: 7 [1351, 1826, 1363, 1839]
aama-samasya-logo [1138, 8, 1446, 48]
color-bar [560, 2236, 584, 2250]
sudoku-cell[interactable] [1305, 1623, 1340, 1654]
sudoku-cell[interactable]: 7 [1388, 1900, 1400, 1913]
sudoku-cell[interactable] [1269, 1654, 1305, 1686]
samasya-item1-text: ମହାଶୟ, ସୁବର୍ଣ୍ଣପୁର ଜିଲ୍ଲାର ଉଲୁଣ୍ଡା ବ୍ଲକ ନିକଟବର୍ତ୍ତୀ ଗ୍ରାମ ସାମ୍ନା-ନାଭାଇଙ୍କରେ, କୋମାଲେଟ, ପିପଲାଇ ଓ ନୂଆଁପାଳି ଆଦି ଗ୍ରାମରେ ମୋବାଇଲ ଫୋନ ସେବା ଅଚଳ । ଉପଭୋକ୍ତାମାନେ ଟେଲିଫୋନ ଯୋଗାଯୋଗ ପାଇଁ ବହୁତ ଅସୁବିଧାର ସମ୍ମୁଖୀନ ହେଉଛନ୍ତି । ଏଣୁ ଏଠାରେ ଏକ ମୋବାଇଲ ଟାୱାର ନିର୍ମାଣ କରିବା ପାଇଁ ଗ୍ରାମବାସୀ ଦାବି କରିଛନ୍ତି । [1138, 92, 1448, 200]
twentyfive-label: ଧରିତ୍ରୀ [1140, 1112, 1193, 1127]
sudoku-cell[interactable]: 2 [1376, 1496, 1412, 1528]
page-number: 23 [1460, 2232, 1473, 2243]
sudoku-cell[interactable]: 4 [1338, 1826, 1351, 1839]
feature-author-address: ଟିଏଲ ସୁଙ୍ଗୋଙ୍ଗା କଲେଜ, ଟିଟିଲାଗଡ଼, ମୋ-୯୪୩୭୬୭୬୭୬୩ [774, 1690, 1040, 1703]
ajira-bharat-banner [30, 345, 330, 395]
poem-note: (ପ୍ରାଚୀନ) [232, 260, 272, 271]
sudoku-row [1301, 1851, 1412, 1863]
sudoku-cell[interactable]: 9 [1338, 1801, 1351, 1814]
sudoku-cell[interactable]: 5 [1338, 1838, 1351, 1851]
weekly-entry-date: ୨୪ - [1138, 1395, 1159, 1408]
ajira-bharat-body [30, 404, 360, 788]
sudoku-cell[interactable]: 2 [1363, 1826, 1376, 1839]
sudoku-cell[interactable] [1269, 1528, 1305, 1559]
sudoku-cell[interactable]: 7 [1301, 1863, 1314, 1876]
samasya-item1-author: ଶିବଶଙ୍କର ହୋତା, ଉଲୁଣ୍ଡା, ସୋନପୁର [1278, 222, 1448, 235]
sudoku-cell[interactable]: 1 [1375, 1801, 1388, 1814]
sudoku-cell[interactable]: 8 [1375, 1900, 1388, 1913]
weekly-title: ସାପ୍ତାହିକ ପଞ୍ଜିକା [1200, 1247, 1386, 1277]
sudoku-cell[interactable]: 1 [1388, 1863, 1400, 1876]
sudoku-cell[interactable] [1233, 1654, 1269, 1686]
weekly-entry [1138, 1292, 1448, 1322]
sudoku-cell[interactable] [1198, 1686, 1233, 1718]
sudoku-cell[interactable] [1162, 1528, 1198, 1559]
sudoku-cell[interactable]: 1 [1269, 1496, 1305, 1528]
sudoku-cell[interactable]: 7 [1400, 1851, 1413, 1863]
samasya-item3-title: ଡାଲି ଦର ଅନିୟନ୍ତ୍ରିତ [1138, 552, 1448, 579]
ajira-bharat-text: ସମ୍ବାଦ ନିକଟରେ ତାକୁ ମାନିଥାଏ ବାସନା । ସେଠିକି ଏକ ସମ୍ବାଦ ନିକଟରେ ପଡ଼ିବାକୁ ହୋଇଥାଏ କେଉଁ ଅବସରପ୍ରାପ୍ତ ସୈନିକଙ୍କର ୧୮ ବର୍ଷ ବୟସ୍କ ପୁଅ ସହ ଗଣନା କରାଯାଉଛି । ସେ ଶ୍ରମିକ ଭାବେ କାମ କରି ପରିବାର ଚଳାନ୍ତି । ଲାଗୁ ଦୃଶ୍ୟ ଲୋକଙ୍କ ନଜରରେ ପଡ଼ିଥିଲା । ଅନେକ ଦିନ ଧରି ଘର ବାହାରେ ରହି ସେ ସହରର ବିଭିନ୍ନ ସ୍ଥାନରେ ଖାଦ୍ୟ ପାଇଁ ସଂଘର୍ଷ କରୁଥିଲେ । ଜଣେ ସ୍ଥାନୀୟ ଲୋକ ତାଙ୍କୁ ଦେଖି ଗାଁ ପଞ୍ଚାୟତକୁ ଖବର ଦେଇଥିଲେ ଓ ସମାଜସେବୀ ସଂଗଠନ ସହାୟତା କରିବାକୁ ଆଗେଇ ଆସିଥିଲେ । ଗୋଟିଏ ସମୟରେ ସ୍ୱାସ୍ଥ୍ୟ ପରୀକ୍ଷା କରାଯାଇ ତାଙ୍କୁ ଚିକିତ୍ସା ପାଇଁ ହସ୍ପିଟାଲ ପଠାଯାଇଥିଲା । କାର୍ଗିଲ ଯୁଦ୍ଧରେ ତାଙ୍କ ପିତାଙ୍କ ଅବଦାନ ସ୍ମରଣ କରି ସରକାର ପରିବାରକୁ ସହାୟତା ଦେବାକୁ ଘୋଷଣା କରିଛନ୍ତି । ଏଭଳି ଘଟଣା ଆମ ସମାଜର ଏକ ଅବହେଳିତ ଚିତ୍ର ପ୍ରଦର୍ଶନ କରୁଛି । ସୈନିକ ପରିବାରର ଜୀବନ ଯାପନ ପାଇଁ ସରକାର ଅଧିକ ଧ୍ୟାନ ଦେବା ଆବଶ୍ୟକ ବୋଲି ବିଶେଷଜ୍ଞମାନେ ମତ ଦେଇଛନ୍ତି । [30, 404, 360, 606]
truth-headline: ଅବିବାଦିତ ସତ୍ୟ [524, 1724, 888, 1789]
sudoku-cell[interactable] [1447, 1749, 1483, 1781]
color-bar [910, 2236, 934, 2250]
registration-cmk-mid-right-2: C M K [1481, 1196, 1493, 1235]
sudoku-cell[interactable]: 7 [1314, 1801, 1326, 1814]
twentyfive-date: ୨୬ ଅକ୍ଟୋବର ୧୯୯୦ [1340, 1140, 1434, 1153]
black-swatch [750, 2237, 764, 2251]
black-swatch [334, 2237, 348, 2251]
sudoku-cell[interactable]: 6 [1314, 1888, 1326, 1900]
sudoku-cell[interactable]: 2 [1338, 1875, 1351, 1888]
contact-box [1136, 936, 1448, 1100]
sudoku-cell[interactable]: 8 [1351, 1888, 1363, 1900]
sudoku-brand: su do ku [1146, 1442, 1268, 1467]
sudoku-cell[interactable]: 7 [1326, 1875, 1339, 1888]
sudoku-cell[interactable]: 3 [1233, 1686, 1269, 1718]
sudoku-row [1162, 1686, 1483, 1718]
color-swatches [1150, 2236, 1214, 2250]
sudoku-cell[interactable] [1376, 1718, 1412, 1749]
sudoku-cell[interactable]: 3 [1400, 1814, 1413, 1826]
envelope-icon: ✉ [1146, 13, 1168, 43]
sudoku-cell[interactable]: 2 [1400, 1888, 1413, 1900]
cyan-swatch [286, 2237, 300, 2251]
sudoku-cell[interactable]: 4 [1400, 1900, 1413, 1913]
color-swatches [702, 2236, 766, 2250]
sudoku-cell[interactable]: 3 [1338, 1863, 1351, 1876]
sudoku-cell[interactable]: 8 [1412, 1591, 1447, 1623]
sudoku-header [1138, 1440, 1448, 1484]
sudoku-prev-grid [1300, 1800, 1413, 1913]
sudoku-cell[interactable]: 4 [1388, 1801, 1400, 1814]
author-head-shape [674, 1217, 714, 1265]
sudoku-cell[interactable]: 4 [1363, 1851, 1376, 1863]
sudoku-cell[interactable]: 2 [1314, 1900, 1326, 1913]
section-divider-bottom [30, 1708, 1040, 1710]
masthead-quote-box [372, 8, 1040, 52]
sudoku-cell[interactable] [1447, 1528, 1483, 1559]
author-shoulders-shape [657, 1267, 731, 1308]
contact-address: ପାଠକ ଶ୍ରେଣୀ ବିଭାଗରେ ପ୍ରକାଶ ପାଇଁ ଲେଖା ପଠାଇବାର ଠିକଣା : ସମ୍ପାଦକ, ଧରିତ୍ରୀ, ବି-୨୧, ରସୁଲଗଡ଼ ଇଣ୍ଡଷ୍ଟ୍ରିଆଲ ଏଷ୍ଟେଟ, ଭୁବନେଶ୍ୱର-୭୫୧୦୧୦ କେବଳ ସମ୍ପାଦକଙ୍କ ନିକଟକୁ ଚିଠି ପାଇଁ ବ୍ୟବହାର କରନ୍ତୁ [1156, 944, 1428, 998]
sudoku-cell[interactable]: 5 [1326, 1863, 1339, 1876]
sudoku-cell[interactable]: 8 [1400, 1826, 1413, 1839]
right-column-divider [1050, 8, 1051, 2208]
sudoku-cell[interactable]: 5 [1314, 1814, 1326, 1826]
sudoku-cell[interactable]: 9 [1388, 1814, 1400, 1826]
sudoku-cell[interactable] [1233, 1623, 1269, 1654]
sudoku-cell[interactable]: 2 [1400, 1801, 1413, 1814]
sudoku-cell[interactable]: 6 [1301, 1801, 1314, 1814]
sudoku-cell[interactable] [1198, 1623, 1233, 1654]
sudoku-cell[interactable]: 8 [1338, 1814, 1351, 1826]
sudoku-cell[interactable] [1305, 1559, 1340, 1591]
sudoku-cell[interactable] [1340, 1623, 1376, 1654]
sudoku-row [1301, 1801, 1412, 1814]
lead-headline: ଅଡୁଆରେ ପାକିସ୍ତାନ [438, 76, 974, 153]
sudoku-cell[interactable]: 9 [1400, 1863, 1413, 1876]
sudoku-cell[interactable]: 6 [1162, 1686, 1198, 1718]
sudoku-cell[interactable] [1447, 1591, 1483, 1623]
lead-col-3: ଦାଉଦ ଭଳି ସଙ୍ଗଠନ ସକ୍ରିୟ ଥିବା ବିଷୟ ବିଶ୍ୱ ସମୁଦାୟ ଭଲ ଭାବେ ଅବଗତ ଅଛି । ଆତଙ୍କବାଦୀଙ୍କ ପାଇଁ ପାକିସ୍ତାନ ଉର୍ବର ସ୍ଥାନ ବୋଲି ଧରିନେଲେ ଅତ୍ୟୁକ୍ତି ହେବନାହିଁ । ଅଫଗାନିସ୍ତାନରେ ସକ୍ରିୟ ଥିବା ତାଲିବାନ ଗୋଷ୍ଠୀକୁ ପାକିସ୍ତାନ ସମର୍ଥନ ଦେଉଛି । ୨୦୧୪ରେ ପେଶୋଆର ଆର୍ମି ସ୍କୁଲ ଆକ୍ରମଣ ପରେ ମଧ୍ୟ ପାକିସ୍ତାନ ଶିକ୍ଷା ନେଇନାହିଁ । ଭାରତ ସମେତ ବିଶ୍ୱର ଅନେକ ଦେଶ ପାକିସ୍ତାନକୁ ଆତଙ୍କବାଦର କାରଖାନା ଭାବେ ଦେଖୁଛନ୍ତି । ଆମେରିକା ଏବେ ପାକିସ୍ତାନକୁ ଦିଆଯାଉଥିବା ସାମରିକ ସହାୟତା କାଟ କରିବାକୁ ବିଚାର କରୁଛି । ସେହିପରି ଆନ୍ତର୍ଜାତିକ ଆର୍ଥିକ ସଂସ୍ଥାଗୁଡ଼ିକ ମଧ୍ୟ ସତର୍କ ହୋଇଗଲେଣି । ଏହି ପରିସ୍ଥିତିରେ ପାକିସ୍ତାନକୁ ନିଜ ନୀତି ପୁନର୍ବିଚାର କରିବାକୁ ପଡ଼ିବ । ନଚେତ ଏହା ଅଡୁଆରୁ ବାହାରି ପାରିବ ନାହିଁ । [824, 176, 1038, 424]
section-divider-top [30, 798, 1040, 800]
sudoku-cell[interactable]: 9 [1314, 1851, 1326, 1863]
twentyfive-item1-text: ଭାରତ ବନ୍ଦ ବେଳେ ହିଂସାକାଣ୍ଡରେ ମୃତ ୪୦ ମୃତ । [1153, 1186, 1350, 1198]
weekly-entry-text: ଶାରଦୀୟ ଦୁର୍ଗୋତ୍ସବ ଉପଲକ୍ଷେ ରାଜ୍ୟର ବିଭିନ୍ନ ସ୍ଥାନରେ ଉତ୍ସବମୁଖର ପରିବେଶ । [1138, 1327, 1403, 1355]
sudoku-cell[interactable]: 1 [1363, 1875, 1376, 1888]
sudoku-cell[interactable]: 8 [1314, 1875, 1326, 1888]
color-bar [1346, 2236, 1370, 2250]
sudoku-cell[interactable]: 2 [1326, 1814, 1339, 1826]
sudoku-cell[interactable]: 9 [1326, 1900, 1339, 1913]
sudoku-cell[interactable] [1412, 1623, 1447, 1654]
sudoku-cell[interactable]: 1 [1314, 1838, 1326, 1851]
sudoku-cell[interactable]: 3 [1363, 1900, 1376, 1913]
samasya-item3-author: ଅକ୍ଷୟ କୁମାର ମହାନ୍ତି, ଗାଡ଼ିପୁର, ବିରିତି ରୋଡ଼, ଜଗତସିଂହପୁର [1199, 898, 1448, 910]
sudoku-cell[interactable] [1162, 1559, 1198, 1591]
sudoku-cell[interactable] [1447, 1623, 1483, 1654]
sudoku-row [1301, 1814, 1412, 1826]
sudoku-cell[interactable]: 6 [1388, 1875, 1400, 1888]
sudoku-title: ସୁ-ଡୋ-କୁ [1280, 1446, 1442, 1477]
sudoku-cell[interactable]: 3 [1351, 1801, 1363, 1814]
sudoku-cell[interactable] [1447, 1654, 1483, 1686]
